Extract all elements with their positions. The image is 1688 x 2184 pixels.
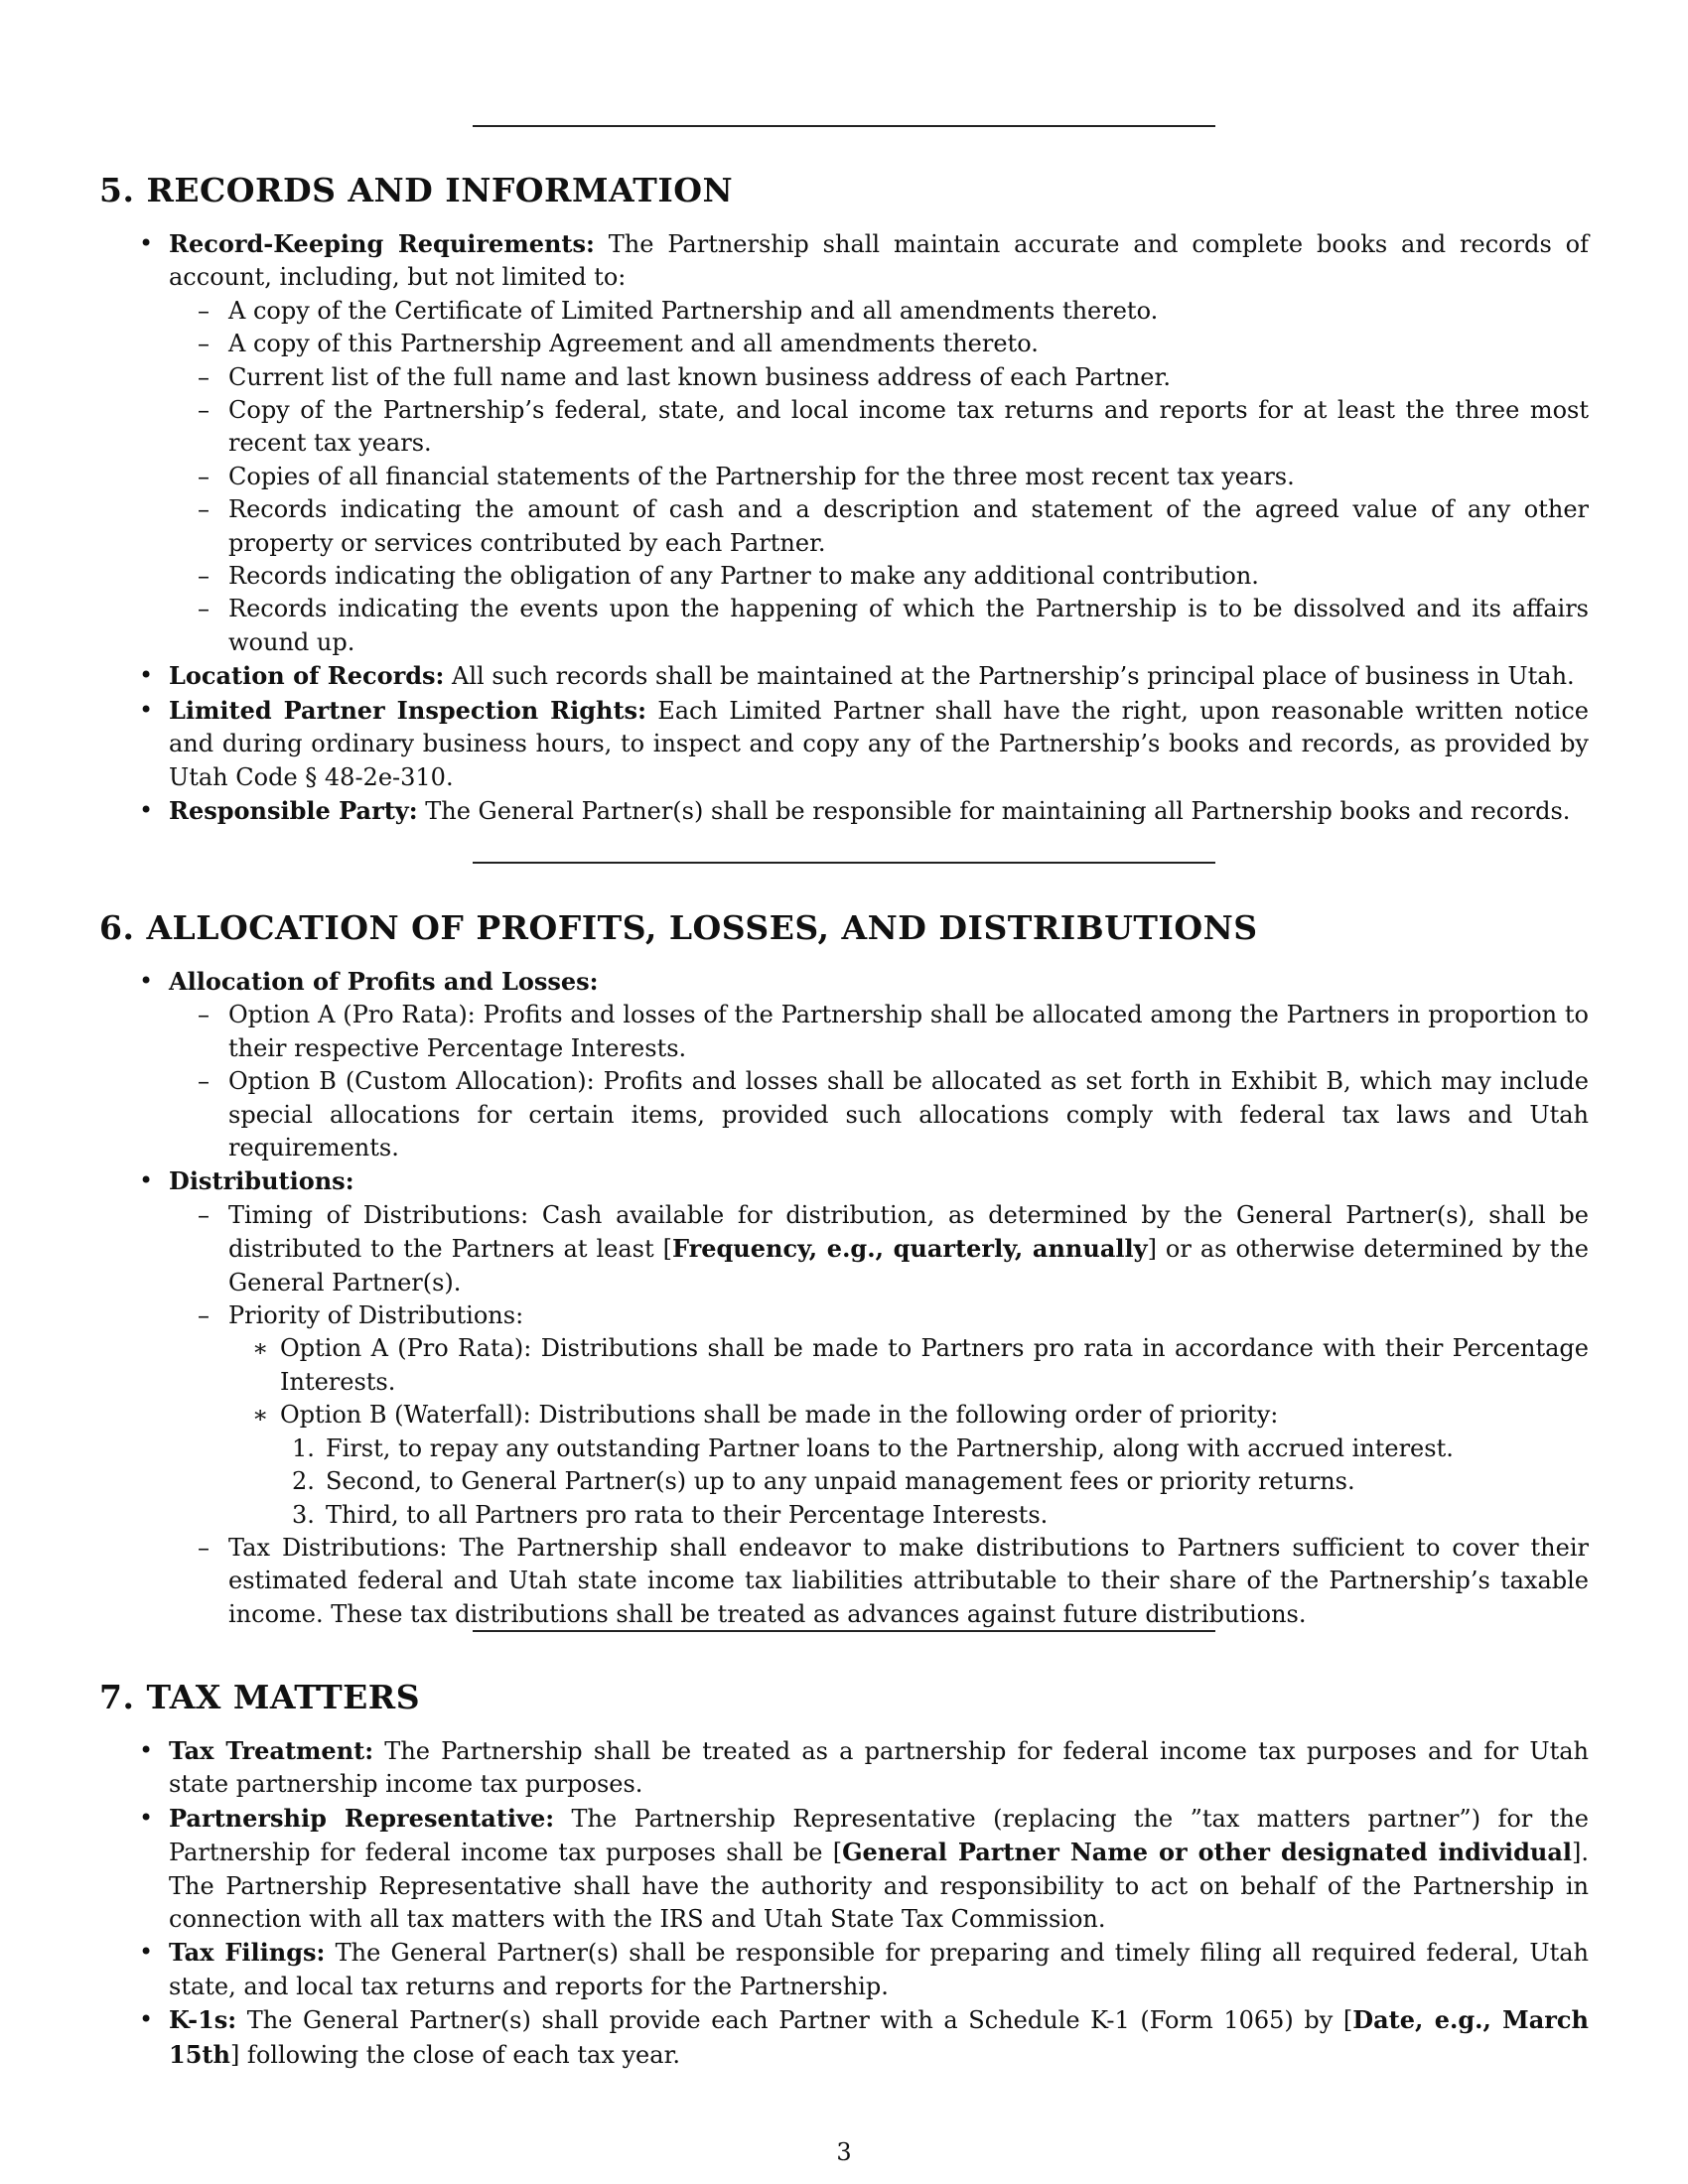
dash-marker: – [198, 595, 210, 623]
sub-item-text: Priority of Distributions: [228, 1301, 524, 1330]
section-divider [473, 862, 1215, 864]
item-label: Location of Records: [169, 661, 445, 691]
bullet-marker: • [139, 1938, 154, 1967]
placeholder-field: General Partner Name or other designated individual [842, 1838, 1572, 1867]
number-marker: 1. [292, 1433, 315, 1462]
list-item [139, 1164, 1589, 1198]
section-divider [473, 125, 1215, 127]
list-item [139, 2003, 1589, 2072]
sub-item-text: Copies of all financial statements of the Partnership for the three most recent tax years. [228, 462, 1295, 490]
section-6-body [139, 965, 1589, 1631]
bullet-marker: • [139, 661, 154, 690]
sub-list-item [139, 1532, 1589, 1631]
section-6-heading: 6. ALLOCATION OF PROFITS, LOSSES, AND DISTRIBUTIONS [99, 908, 1258, 947]
dash-marker: – [198, 462, 210, 490]
section-7-heading: 7. TAX MATTERS [99, 1678, 421, 1716]
sub-list-item [139, 493, 1589, 560]
list-item [139, 794, 1589, 828]
sub-item-text: Timing of Distributions: Cash available for distribution, as determined by the General Partner(s), shall be distributed to the Partners at least [ [228, 1200, 1589, 1264]
sub-list-item [139, 394, 1589, 461]
item-text: Each Limited Partner shall have the right, upon reasonable written notice and during ordinary business hours, to inspect and copy any of the Partnership’s books and records, as provided by Utah Code § 48-2e-310. [169, 696, 1589, 791]
dash-marker: – [198, 362, 210, 391]
sub-item-text: Option A (Pro Rata): Profits and losses of the Partnership shall be allocated among the Partners in proportion to their respective Percentage Interests. [228, 1001, 1589, 1062]
numbered-item-text: First, to repay any outstanding Partner loans to the Partnership, along with accrued interest. [326, 1433, 1454, 1462]
numbered-item-text: Second, to General Partner(s) up to any unpaid management fees or priority returns. [326, 1467, 1355, 1496]
sub-item-text: A copy of the Certificate of Limited Partnership and all amendments thereto. [228, 296, 1159, 325]
placeholder-field: Frequency, e.g., quarterly, annually [671, 1234, 1148, 1264]
item-text: The Partnership Representative (replacing the ”tax matters partner”) for the Partnership for federal income tax purposes shall be [ [169, 1804, 1589, 1867]
bullet-marker: • [139, 695, 154, 724]
item-label: Record-Keeping Requirements: [169, 229, 595, 258]
sub-list-item [139, 361, 1589, 394]
list-item [139, 1734, 1589, 1802]
sub-list-item [139, 328, 1589, 360]
sub-item-text: Records indicating the obligation of any Partner to make any additional contribution. [228, 562, 1259, 591]
item-label: Distributions: [169, 1166, 354, 1196]
dash-marker: – [198, 1200, 210, 1229]
star-marker: ∗ [252, 1401, 269, 1430]
dash-marker: – [198, 296, 210, 325]
dash-marker: – [198, 396, 210, 425]
bullet-marker: • [139, 795, 154, 824]
section-divider [473, 1630, 1215, 1632]
sub-item-text: A copy of this Partnership Agreement and all amendments thereto. [228, 330, 1039, 358]
placeholder-field: Date, e.g., March 15th [169, 2005, 1589, 2069]
item-label: Allocation of Profits and Losses: [169, 967, 599, 996]
item-text: The Partnership shall be treated as a partnership for federal income tax purposes and for Utah state partnership income tax purposes. [169, 1737, 1590, 1799]
sub-item-text: Tax Distributions: The Partnership shall endeavor to make distributions to Partners sufficient to cover their estimated federal and Utah state income tax liabilities attributable to their share of the Partnership’s taxable income. These tax distributions shall be treated as advances against future distributions. [228, 1533, 1589, 1628]
item-text: The General Partner(s) shall be responsible for preparing and timely filing all required federal, Utah state, and local tax returns and reports for the Partnership. [169, 1939, 1589, 2000]
sub-list-item [139, 461, 1589, 493]
item-text: All such records shall be maintained at the Partnership’s principal place of business in Utah. [444, 662, 1575, 691]
list-item [139, 227, 1589, 295]
item-text: ] following the close of each tax year. [229, 2040, 681, 2069]
dash-marker: – [198, 1067, 210, 1096]
item-text: The General Partner(s) shall be responsible for maintaining all Partnership books and records. [417, 796, 1571, 825]
bullet-marker: • [139, 1803, 154, 1832]
item-label: Tax Treatment: [169, 1736, 374, 1765]
item-label: Limited Partner Inspection Rights: [169, 695, 646, 725]
bullet-marker: • [139, 967, 154, 995]
item-label: K-1s: [169, 2005, 237, 2035]
numbered-item [139, 1465, 1589, 1498]
section-5-body [139, 227, 1589, 828]
numbered-item [139, 1499, 1589, 1532]
sub-list-item [139, 1299, 1589, 1332]
item-text: The Partnership shall maintain accurate and complete books and records of account, including, but not limited to: [169, 230, 1589, 292]
sub-item-text: Option B (Waterfall): Distributions shall be made in the following order of priority: [280, 1401, 1279, 1430]
sub-list-item [139, 1199, 1589, 1299]
list-item [139, 1936, 1589, 2003]
section-7-body [139, 1734, 1589, 2072]
item-label: Partnership Representative: [169, 1803, 555, 1833]
item-text: The General Partner(s) shall provide each Partner with a Schedule K-1 (Form 1065) by [ [236, 2006, 1353, 2035]
list-item [139, 965, 1589, 999]
sub-item-text: Copy of the Partnership’s federal, state, and local income tax returns and reports for at least the three most recent tax years. [228, 396, 1589, 458]
bullet-marker: • [139, 229, 154, 257]
sub-item-text: Records indicating the events upon the happening of which the Partnership is to be dissolved and its affairs wound up. [228, 595, 1589, 656]
dash-marker: – [198, 1301, 210, 1330]
number-marker: 3. [292, 1500, 315, 1529]
dash-marker: – [198, 562, 210, 591]
sub-item-text: Option B (Custom Allocation): Profits and losses shall be allocated as set forth in Exhibit B, which may include special allocations for certain items, provided such allocations comply with federal tax laws and Utah requirements. [228, 1067, 1589, 1162]
dash-marker: – [198, 1001, 210, 1029]
sub-list-item [139, 1065, 1589, 1164]
sub-item-text: Records indicating the amount of cash and a description and statement of the agreed value of any other property or services contributed by each Partner. [228, 495, 1589, 557]
sub-sub-list-item [139, 1332, 1589, 1399]
item-label: Responsible Party: [169, 795, 418, 825]
sub-list-item [139, 295, 1589, 328]
sub-list-item [139, 593, 1589, 659]
bullet-marker: • [139, 2005, 154, 2034]
sub-list-item [139, 560, 1589, 593]
sub-item-text: Current list of the full name and last known business address of each Partner. [228, 362, 1171, 391]
dash-marker: – [198, 495, 210, 524]
list-item [139, 1802, 1589, 1937]
section-5-heading: 5. RECORDS AND INFORMATION [99, 171, 734, 209]
dash-marker: – [198, 330, 210, 358]
numbered-item [139, 1433, 1589, 1465]
item-label: Tax Filings: [169, 1938, 326, 1968]
sub-sub-list-item [139, 1399, 1589, 1432]
list-item [139, 659, 1589, 693]
number-marker: 2. [292, 1467, 315, 1496]
sub-list-item [139, 999, 1589, 1065]
dash-marker: – [198, 1533, 210, 1562]
list-item [139, 694, 1589, 794]
sub-item-text: ] or as otherwise determined by the General Partner(s). [228, 1235, 1590, 1297]
item-text: ]. The Partnership Representative shall have the authority and responsibility to act on behalf of the Partnership in connection with all tax matters with the IRS and Utah State Tax Commission. [169, 1839, 1589, 1934]
sub-item-text: Option A (Pro Rata): Distributions shall be made to Partners pro rata in accordance with their Percentage Interests. [280, 1334, 1589, 1396]
star-marker: ∗ [252, 1334, 269, 1363]
numbered-item-text: Third, to all Partners pro rata to their Percentage Interests. [326, 1500, 1049, 1529]
bullet-marker: • [139, 1736, 154, 1764]
page-number: 3 [836, 2138, 852, 2166]
bullet-marker: • [139, 1166, 154, 1195]
